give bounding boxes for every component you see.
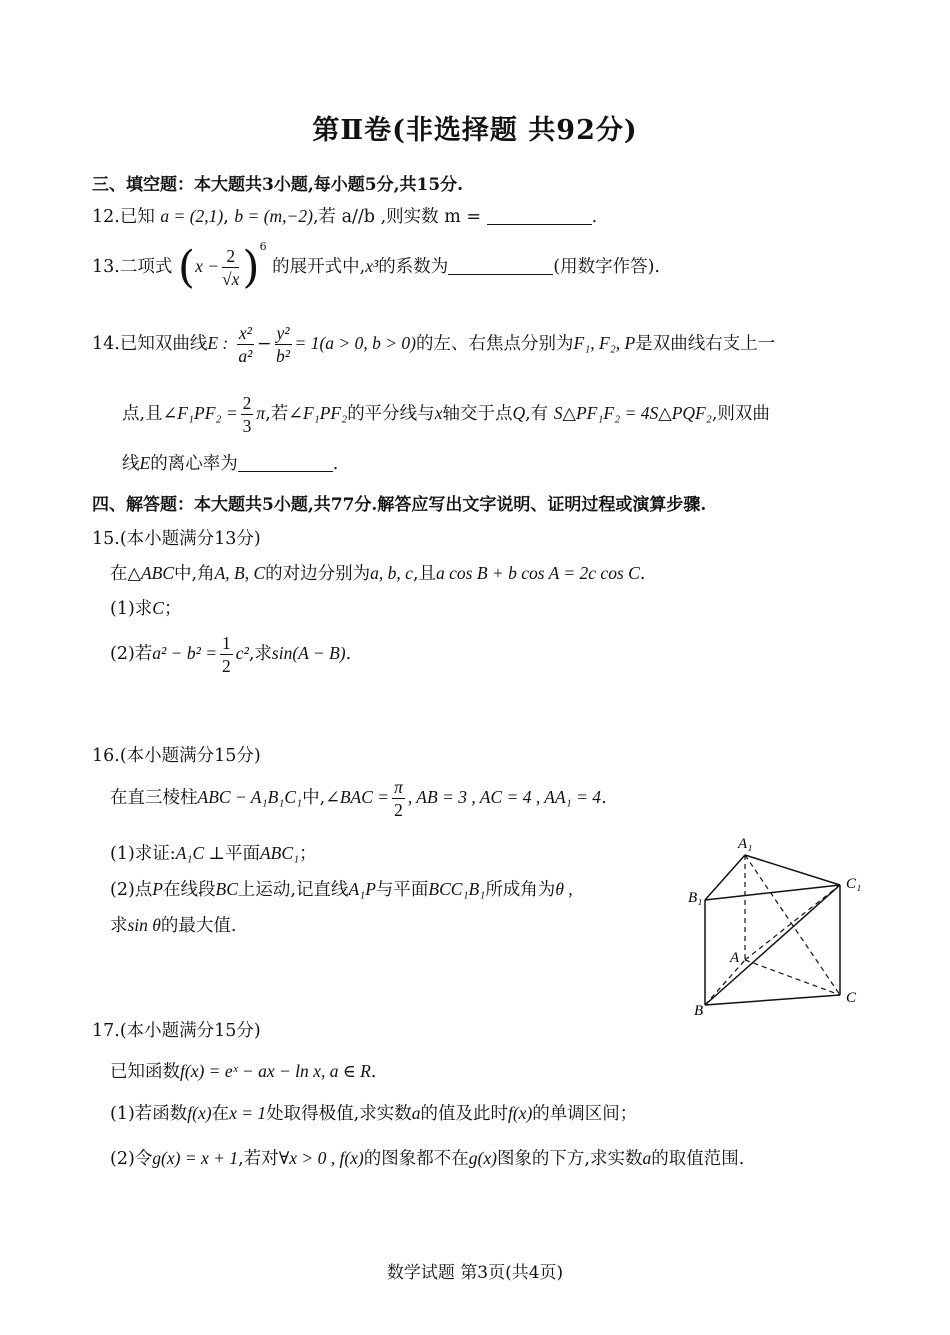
q17-p1-text-3: 处取得极值,求实数 (266, 1104, 412, 1124)
q14-text-9: ,则双曲 (711, 404, 770, 424)
q16-p1-text-2: 平面 (224, 844, 260, 864)
q16-text-2: 中, (302, 788, 326, 808)
q14-angle: ∠F₁PF₂ = (162, 403, 238, 423)
q13-number: 13. (92, 257, 120, 277)
q17-statement (110, 1058, 376, 1083)
q15-equation: a cos B + b cos A = 2c cos C (436, 563, 640, 583)
q17-part-2 (110, 1145, 744, 1170)
q12-number: 12. (92, 207, 120, 227)
edge-BC (705, 995, 840, 1005)
page-title: 第Ⅱ卷(非选择题 共92分) (312, 115, 638, 146)
q14-end: . (332, 454, 339, 474)
q17-p2-text-1: (2)令 (110, 1149, 153, 1169)
diagonal-AC1 (745, 885, 840, 960)
q15-text-2: 中,角 (174, 564, 215, 584)
q16-p1-line: A₁C ⊥ (175, 843, 225, 863)
q17-heading: 17.(本小题满分15分) (92, 1021, 261, 1041)
prism-figure (680, 830, 870, 1020)
q16-end: . (601, 788, 607, 808)
q13-exponent: 6 (259, 240, 267, 253)
q14-minus: − (256, 334, 272, 354)
q17-p1-f: f(x) (187, 1103, 212, 1123)
q16-p2-text-1: (2)点 (110, 880, 153, 900)
q15-p1-C: C (152, 598, 164, 618)
label-C1: C₁ (846, 876, 862, 892)
q12-condition: ,若 a//b ,则实数 m = (312, 207, 482, 227)
section-answer-heading: 四、解答题：本大题共5小题,共77分.解答应写出文字说明、证明过程或演算步骤. (92, 495, 707, 515)
edge-B1A1 (705, 855, 745, 900)
q14-text-1: 已知双曲线 (119, 334, 208, 354)
q16-fraction: $\frac{\pi}{2}$ (394, 777, 403, 820)
q17-p2-text-4: 图象的下方,求实数 (496, 1149, 643, 1169)
q14-x: x (434, 403, 443, 423)
q17-p1-x1: x = 1 (229, 1103, 267, 1123)
q14-text-11: 的离心率为 (150, 454, 238, 474)
q17-p2-g-2: g(x) (468, 1148, 497, 1168)
q16-p2-text-5: 所成角为 (485, 880, 556, 900)
q15-p2-sin: sin(A − B) (271, 643, 346, 663)
q12-answer-blank[interactable] (487, 206, 592, 225)
q15-p2-text: (2)若 (110, 644, 153, 664)
q16-p2-BC: BC (215, 879, 238, 899)
q13-fraction: $\frac{2}{√x}$ (222, 246, 240, 289)
q17-p1-a: a (411, 1103, 421, 1123)
q17-p2-g: g(x) = x + 1 (152, 1148, 239, 1168)
question-14-line-2 (122, 392, 770, 437)
q16-text-1: 在直三棱柱 (110, 788, 198, 808)
diagonal-BC1 (705, 885, 840, 1005)
q14-E: E : (207, 333, 229, 353)
q13-suffix: 的展开式中, (272, 257, 366, 277)
diagonal-A1C (745, 855, 840, 995)
label-B: B (694, 1003, 704, 1019)
q17-p2-a: a (642, 1148, 652, 1168)
q14-text-4: 点,且 (122, 404, 163, 424)
question-14-line-3 (122, 450, 338, 475)
q16-p1-text: (1)求证: (110, 844, 176, 864)
q16-part-1 (110, 840, 317, 865)
question-13 (92, 240, 660, 293)
q14-fraction-angle: $\frac{2}{3}$ (242, 393, 252, 436)
q12-end: . (591, 207, 598, 227)
q17-p1-text-2: 在 (211, 1104, 230, 1124)
q13-expr: x − (195, 256, 220, 276)
label-A: A (730, 950, 740, 966)
q14-pi: π (256, 403, 266, 423)
edge-B1C1 (705, 885, 840, 900)
q13-answer-blank[interactable] (448, 256, 553, 275)
q16-heading: 16.(本小题满分15分) (92, 746, 261, 766)
q15-p2-fraction: $\frac{1}{2}$ (222, 633, 231, 676)
edge-A1C1 (745, 855, 840, 885)
q16-p2-text-2: 在线段 (163, 880, 216, 900)
q17-function: f(x) = eˣ − ax − ln x, a ∈ R (180, 1061, 371, 1081)
q15-text-5: . (639, 564, 646, 584)
q14-fraction-x: $\frac{\text{x²}}{\text{a²}}$ (238, 323, 253, 366)
q17-p1-text-1: (1)若函数 (110, 1104, 188, 1124)
q16-lengths: , AB = 3 , AC = 4 , AA₁ = 4 (407, 787, 602, 807)
q15-angles: A, B, C (214, 563, 266, 583)
section-fill-in-heading: 三、填空题：本大题共3小题,每小题5分,共15分. (92, 175, 464, 195)
q14-text-5: ,若 (265, 404, 289, 424)
q16-part-2-line-2 (110, 912, 236, 937)
q16-p2-text-4: 与平面 (375, 880, 429, 900)
q16-p2-plane: BCC₁B₁ (428, 879, 486, 899)
q13-suffix2: 的系数为 (378, 257, 449, 277)
label-A1: A₁ (738, 836, 753, 852)
q17-p2-text-3: 的图象都不在 (363, 1149, 469, 1169)
q15-text-3: 的对边分别为 (265, 564, 371, 584)
q16-p2-P: P (152, 879, 163, 899)
q16-angle: ∠BAC = (325, 787, 390, 807)
q17-part-1 (110, 1100, 637, 1125)
q16-prism: ABC − A₁B₁C₁ (197, 787, 303, 807)
q12-vector-b: b = (m,−2) (234, 206, 313, 226)
question-14-line-1 (92, 322, 775, 367)
q15-part-2 (110, 632, 351, 677)
q16-p2-A1P: A₁P (348, 879, 376, 899)
q15-p2-text-2: ,求 (248, 644, 272, 664)
q14-text-6: 的平分线与 (347, 404, 435, 424)
q15-p2-lhs: a² − b² = (152, 643, 218, 663)
q17-p2-forall: ∀x > 0 , f(x) (278, 1148, 364, 1168)
q17-end: . (370, 1062, 377, 1082)
q15-p2-c2: c² (235, 643, 249, 663)
q14-foci: F₁, F₂, P (573, 333, 636, 353)
q17-p1-text-4: 的值及此时 (420, 1104, 508, 1124)
q14-text-8: ,有 (525, 404, 549, 424)
q16-p2-theta: θ , (555, 879, 573, 899)
q15-statement (110, 560, 645, 585)
q16-p1-end: ； (299, 844, 317, 864)
q12-vector-a: a = (2,1) (160, 206, 224, 226)
q17-text-1: 已知函数 (110, 1062, 180, 1082)
q16-statement (110, 776, 607, 821)
q14-area-relation: S△PF₁F₂ = 4S△PQF₂ (553, 403, 712, 423)
q15-text-1: 在 (110, 564, 128, 584)
q15-part-1 (110, 595, 181, 620)
label-B1: B₁ (688, 890, 703, 906)
q15-p2-end: . (345, 644, 352, 664)
label-C: C (846, 990, 857, 1006)
q15-p1-text: (1)求 (110, 599, 153, 619)
question-12: 12.已知 a = (2,1), b = (m,−2),若 a//b ,则实数 m = . (92, 206, 598, 227)
q13-prefix: 二项式 (119, 257, 173, 277)
q15-triangle: △ABC (127, 563, 175, 583)
q14-angle-2: ∠F₁PF₂ (288, 403, 348, 423)
q16-part-2 (110, 876, 573, 901)
q17-p1-text-5: 的单调区间； (532, 1104, 638, 1124)
q14-answer-blank[interactable] (238, 453, 333, 472)
edge-AC (745, 960, 840, 995)
q14-condition: = 1(a > 0, b > 0) (294, 333, 416, 353)
q16-p1-plane: ABC₁ (259, 843, 300, 863)
q15-sides: a, b, c (370, 563, 413, 583)
q16-p2-text-3: 上运动,记直线 (237, 880, 349, 900)
q16-p3-end: 的最大值. (160, 916, 237, 936)
q16-p3-text: 求 (110, 916, 128, 936)
page-footer: 数学试题 第3页(共4页) (386, 1263, 564, 1283)
q13-hint: (用数字作答). (553, 257, 660, 277)
q17-p2-text-2: ,若对 (238, 1149, 279, 1169)
q17-p1-f-2: f(x) (507, 1103, 533, 1123)
q14-text-7: 轴交于点 (442, 404, 513, 424)
q14-fraction-y: $\frac{\text{y²}}{\text{b²}}$ (276, 323, 291, 366)
q15-text-4: ,且 (412, 564, 437, 584)
q14-text-10: 线 (122, 454, 140, 474)
q13-x3: x³ (365, 256, 379, 276)
q13-right-paren: ) (242, 242, 260, 293)
q15-heading: 15.(本小题满分13分) (92, 529, 261, 549)
q14-E-2: E (139, 453, 151, 473)
q14-text-3: 是双曲线右支上一 (635, 334, 776, 354)
edge-AB (705, 960, 745, 1005)
q17-p2-text-5: 的取值范围. (651, 1149, 745, 1169)
q15-p1-end: ； (163, 599, 182, 619)
q14-number: 14. (92, 334, 120, 354)
q13-left-paren: ( (177, 242, 196, 293)
q14-text-2: 的左、右焦点分别为 (416, 334, 574, 354)
q12-prefix: 已知 (119, 207, 155, 227)
q14-Q: Q (512, 403, 526, 423)
q16-p3-sin: sin θ (127, 915, 161, 935)
